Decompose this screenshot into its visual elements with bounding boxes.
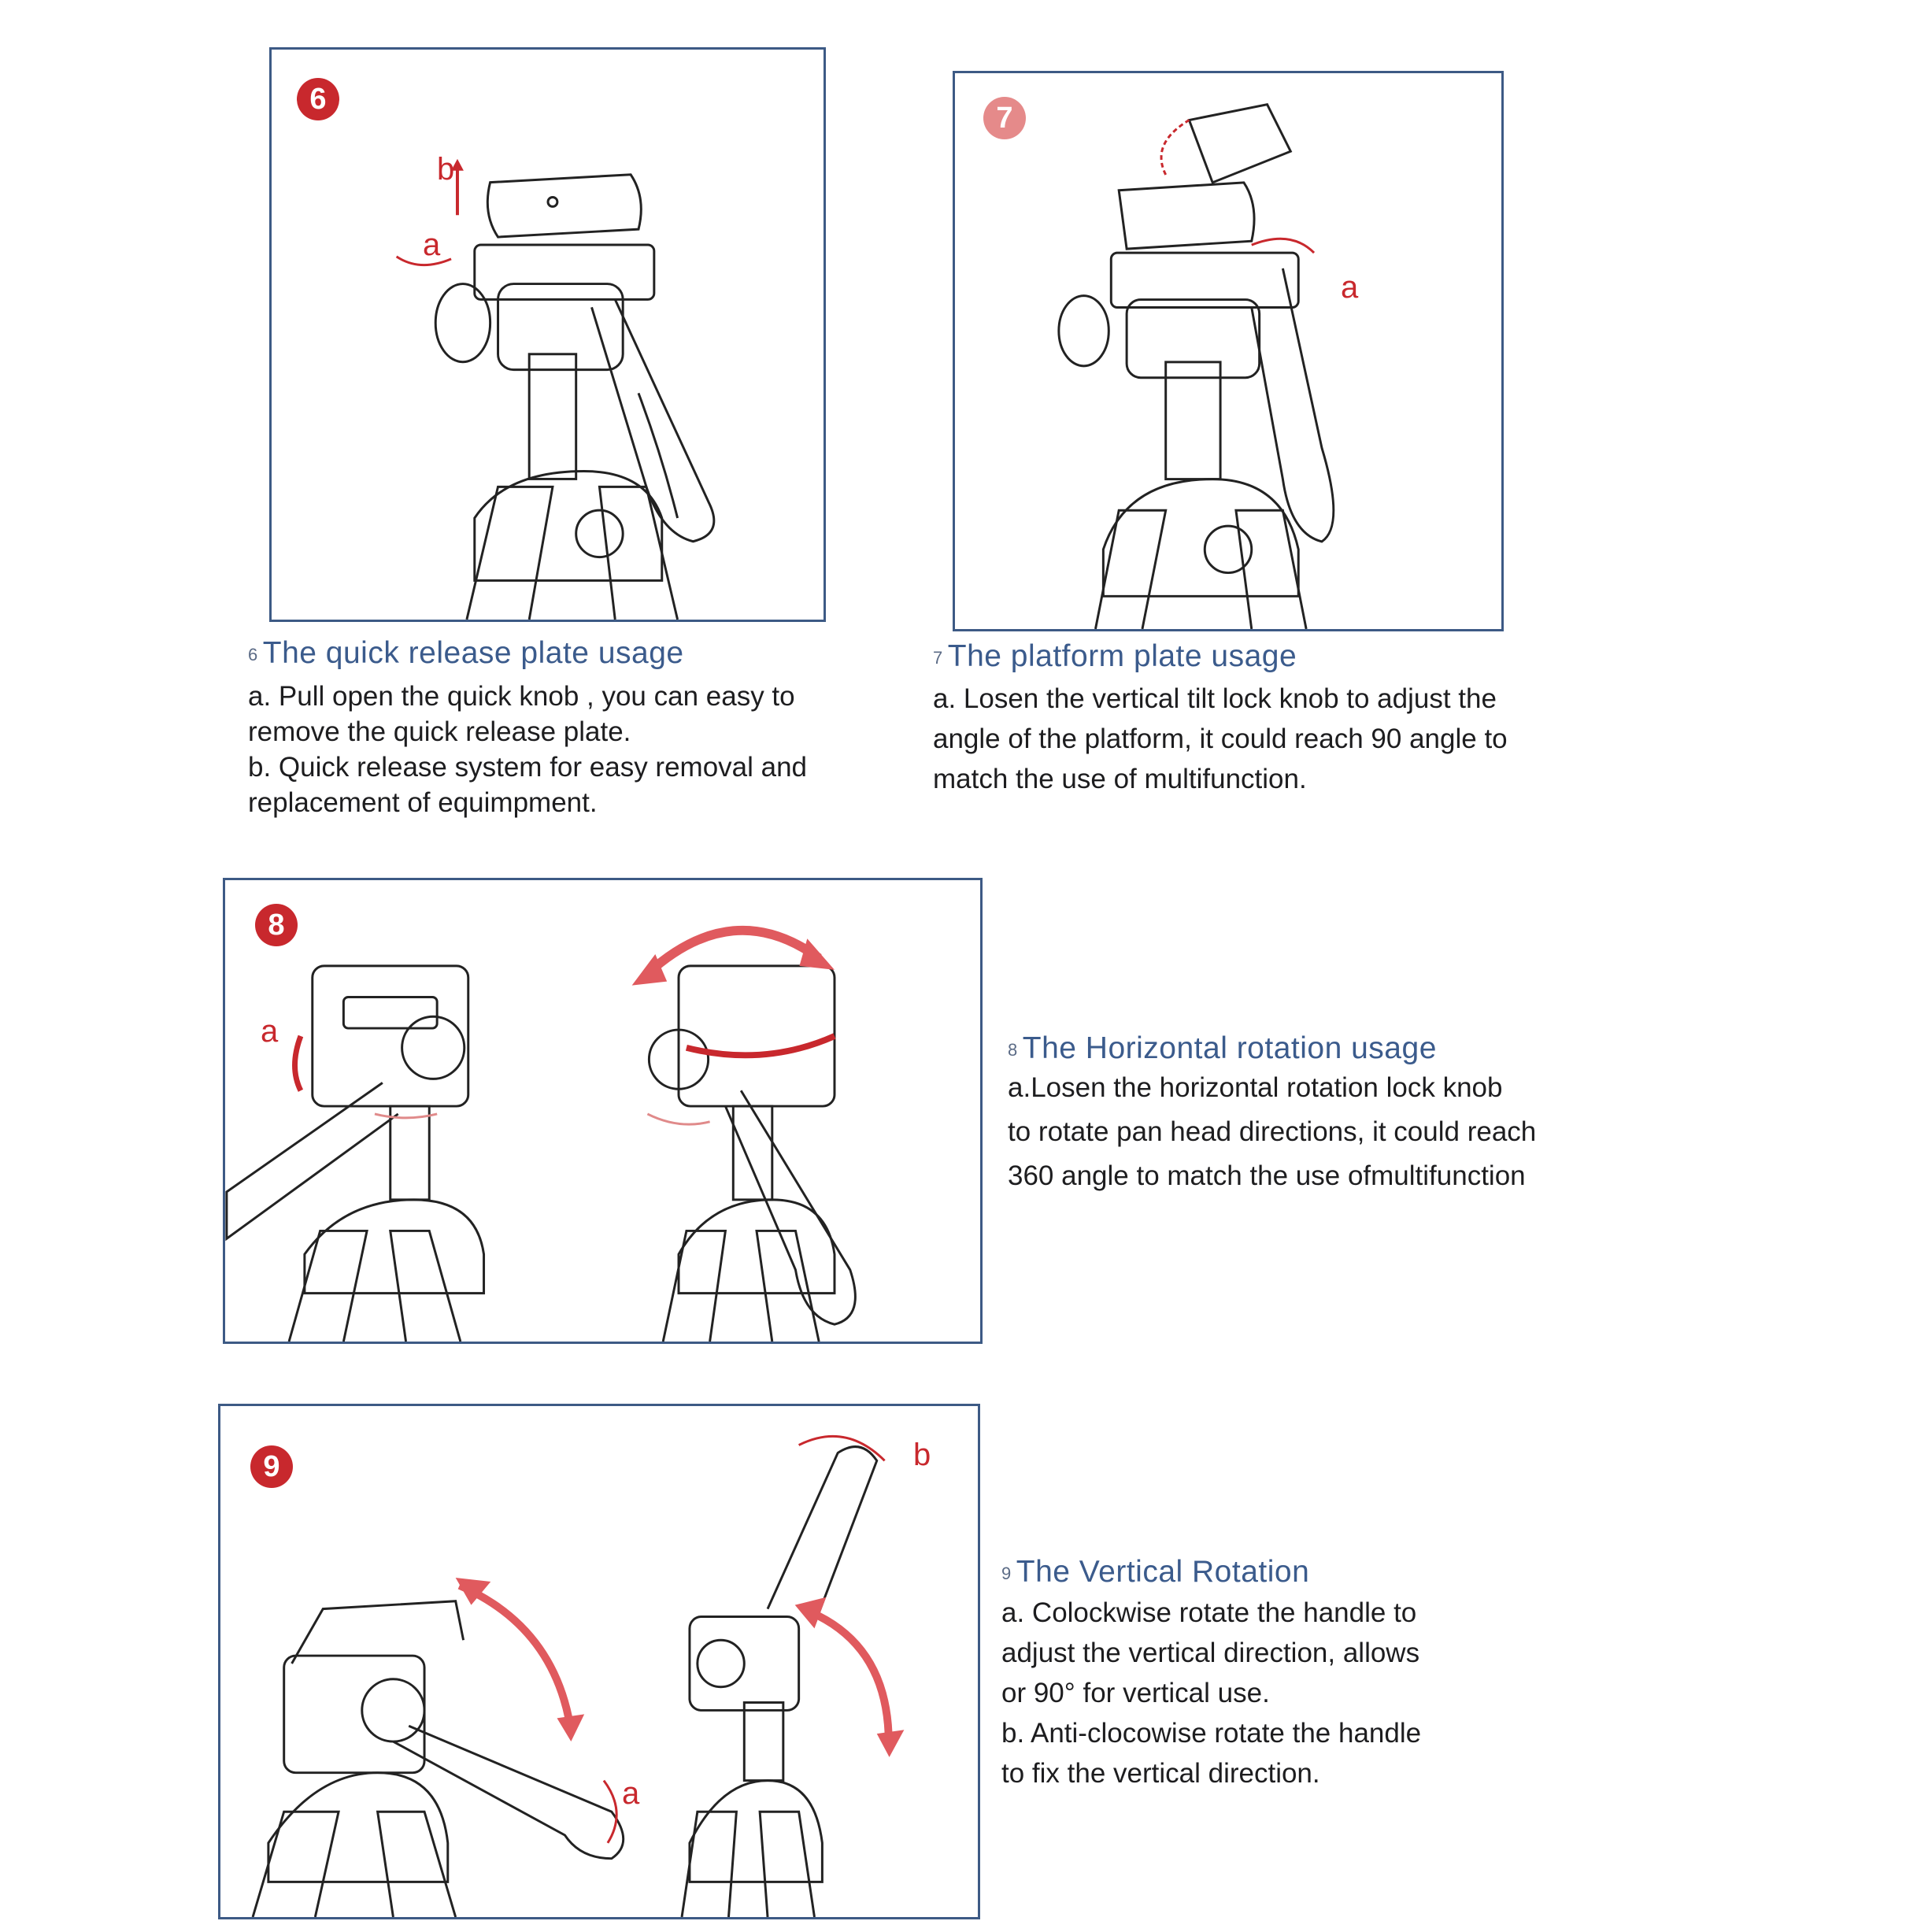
- caption-line: to rotate pan head directions, it could reach: [1008, 1116, 1537, 1147]
- caption-line: a. Losen the vertical tilt lock knob to adjust the: [933, 683, 1497, 714]
- caption-line: replacement of equimpment.: [248, 787, 598, 818]
- caption-line: b. Anti-clocowise rotate the handle: [1001, 1718, 1422, 1749]
- caption-title: [1001, 1555, 1421, 1590]
- label-a: a: [622, 1776, 640, 1811]
- caption-title: [248, 636, 807, 671]
- caption-number: 7: [933, 647, 943, 668]
- step-badge-7: 7: [983, 97, 1026, 139]
- label-b: b: [437, 152, 455, 187]
- caption-line: b. Quick release system for easy removal and: [248, 752, 808, 783]
- caption-line: a.Losen the horizontal rotation lock knob: [1008, 1072, 1503, 1103]
- caption-7: [933, 639, 1508, 799]
- label-a: a: [423, 228, 441, 262]
- label-a: a: [261, 1014, 279, 1049]
- caption-title-text: The Horizontal rotation usage: [1022, 1031, 1437, 1065]
- label-a: a: [1341, 270, 1359, 305]
- caption-title-text: The platform plate usage: [947, 639, 1297, 673]
- panel-9-illustration: [218, 1404, 980, 1919]
- caption-number: 9: [1001, 1563, 1012, 1583]
- caption-line: to fix the vertical direction.: [1001, 1758, 1320, 1789]
- caption-line: adjust the vertical direction, allows: [1001, 1638, 1420, 1668]
- step-badge-8: 8: [255, 904, 298, 946]
- caption-line: a. Pull open the quick knob , you can easy to: [248, 681, 795, 712]
- caption-line: a. Colockwise rotate the handle to: [1001, 1597, 1417, 1628]
- caption-title: [933, 639, 1508, 674]
- tripod-head-illustration-6: [272, 50, 824, 620]
- tripod-head-illustration-8: [225, 880, 980, 1342]
- step-badge-9: 9: [250, 1445, 293, 1488]
- caption-line: or 90° for vertical use.: [1001, 1678, 1270, 1708]
- panel-6-illustration: [269, 47, 826, 622]
- caption-title: [1008, 1031, 1536, 1066]
- caption-title-text: The Vertical Rotation: [1016, 1555, 1310, 1589]
- caption-9: [1001, 1555, 1421, 1793]
- caption-line: remove the quick release plate.: [248, 716, 631, 747]
- panel-8-illustration: [223, 878, 983, 1344]
- caption-line: 360 angle to match the use ofmultifunction: [1008, 1160, 1526, 1191]
- caption-number: 6: [248, 644, 258, 664]
- tripod-head-illustration-7: [955, 73, 1501, 629]
- label-b: b: [913, 1438, 931, 1472]
- caption-title-text: The quick release plate usage: [262, 636, 684, 670]
- step-badge-6: 6: [297, 78, 339, 120]
- panel-7-illustration: [953, 71, 1504, 631]
- caption-8: [1008, 1031, 1536, 1198]
- tripod-head-illustration-9: [220, 1406, 978, 1917]
- caption-number: 8: [1008, 1039, 1018, 1060]
- caption-line: match the use of multifunction.: [933, 764, 1307, 794]
- caption-line: angle of the platform, it could reach 90 angle to: [933, 724, 1508, 754]
- caption-6: [248, 636, 807, 820]
